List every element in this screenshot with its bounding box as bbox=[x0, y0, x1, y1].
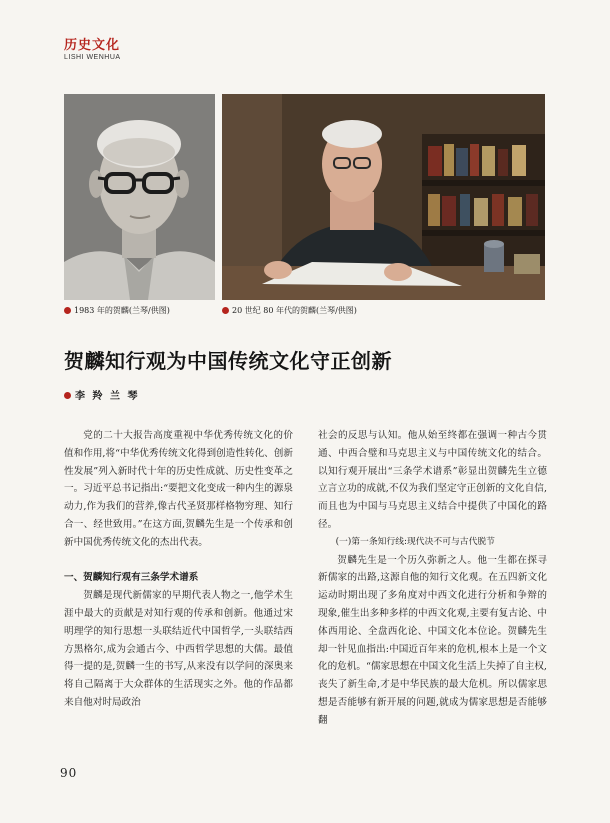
section-title-cn: 历史文化 bbox=[64, 38, 121, 53]
study-photo-1980s bbox=[222, 94, 545, 300]
text-column-right bbox=[318, 427, 547, 730]
text-column-left bbox=[64, 427, 293, 712]
section-title-en: LISHI WENHUA bbox=[64, 54, 121, 61]
paragraph: 社会的反思与认知。他从始至终都在强调一种古今贯通、中西合璧和马克思主义与中国传统文化的结合。以知行观开展出“三条学术谱系”彰显出贺麟先生立德立言立功的成就,不仅为我们坚定守正创新的文化自信,而且也为中国与马克思主义结合中提供了中国化的路径。 bbox=[318, 430, 547, 530]
article-authors bbox=[64, 387, 139, 402]
paragraph: 党的二十大报告高度重视中华优秀传统文化的价值和作用,将“中华优秀传统文化得到创造性转化、创新性发展”列入新时代十年的历史性成就、历史性变革之一。习近平总书记指出:“要把文化变成一种内生的源泉动力,作为我们的营养,像古代圣贤那样格物穷理、知行合一、经世致用。”在这方面,贺麟先生是一个传承和创新中国优秀传统文化的杰出代表。 bbox=[64, 430, 293, 548]
paragraph: 贺麟先生是一个历久弥新之人。他一生都在探寻新儒家的出路,这源自他的知行文化观。在五四新文化运动时期出现了多角度对中西文化进行分析和争辩的现象,催生出多种多样的中西文化观,主要有复古论、中体西用论、全盘西化论、中国文化本位论。贺麟先生却一针见血指出:中国近百年来的危机,根本上是一个文化的危机。“儒家思想在中国文化生活上失掉了自主权,丧失了新生命,才是中华民族的最大危机。所以儒家思想是否能够有新开展的问题,就成为儒家思想是否能够翻 bbox=[318, 554, 547, 726]
photo-caption-1 bbox=[64, 306, 170, 316]
photo-caption-2-text: 20 世纪 80 年代的贺麟(兰琴/供图) bbox=[232, 306, 357, 315]
section-header bbox=[64, 39, 121, 62]
subsection-heading: (一)第一条知行线:现代决不可与古代脱节 bbox=[335, 536, 495, 547]
article-title: 贺麟知行观为中国传统文化守正创新 bbox=[64, 349, 392, 373]
section-heading: 一、贺麟知行观有三条学术谱系 bbox=[64, 572, 199, 584]
photo-caption-1-text: 1983 年的贺麟(兰琴/供图) bbox=[74, 306, 170, 315]
photo-caption-2 bbox=[222, 306, 357, 316]
caption-bullet-icon bbox=[222, 307, 229, 314]
caption-bullet-icon bbox=[64, 307, 71, 314]
portrait-photo-1983 bbox=[64, 94, 215, 300]
author-bullet-icon bbox=[64, 392, 71, 399]
page-number: 90 bbox=[60, 766, 78, 780]
paragraph: 贺麟是现代新儒家的早期代表人物之一,他学术生涯中最大的贡献是对知行观的传承和创新。他通过宋明理学的知行思想一头联结近代中国哲学,一头联结西方黑格尔,成为会通古今、中西哲学思想的大儒。最值得一提的是,贺麟一生的书写,从来没有以学问的深奥来将自己隔离于大众群体的生活现实之外。他的作品都来自他对时局政治 bbox=[64, 590, 293, 708]
author-names: 李 羚 兰 琴 bbox=[75, 391, 140, 402]
